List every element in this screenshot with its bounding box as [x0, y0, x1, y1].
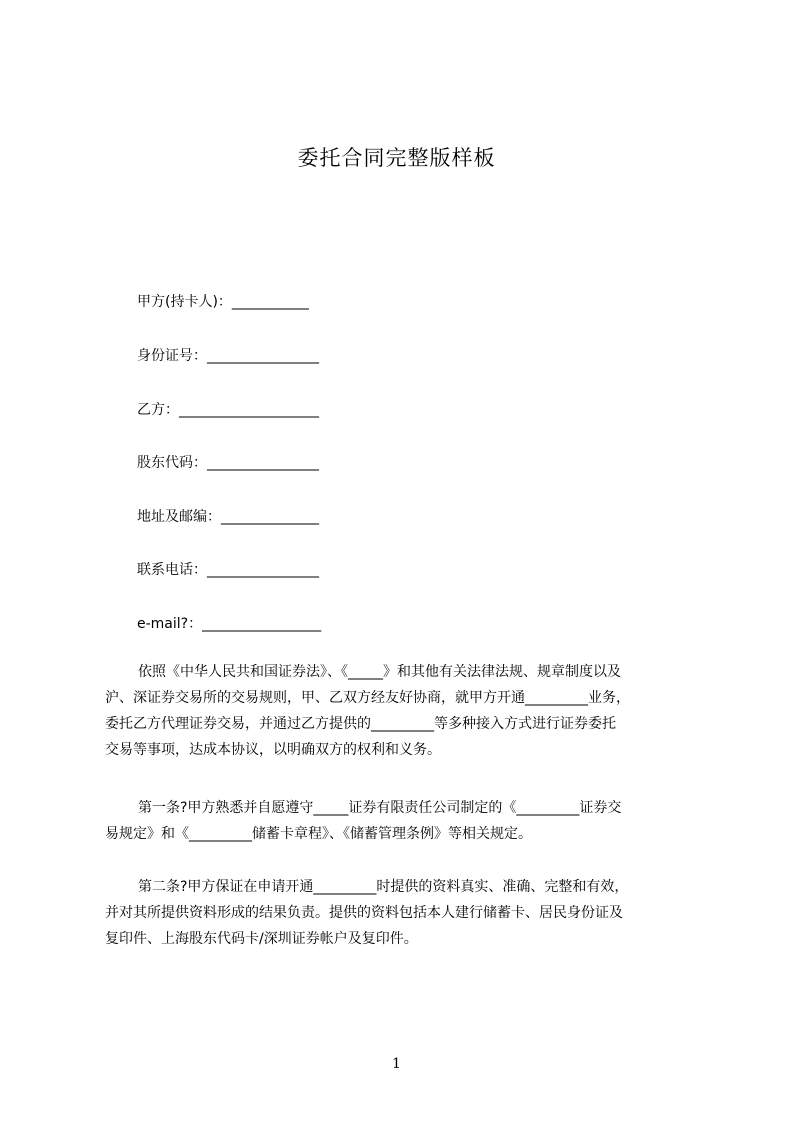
party-b-field: 乙方：____________________: [137, 402, 319, 418]
preamble-paragraph: [105, 659, 705, 763]
shareholder-code-field: 股东代码：________________: [137, 455, 319, 471]
phone-field: 联系电话：________________: [137, 562, 319, 578]
id-number-field: 身份证号：________________: [137, 348, 319, 364]
article-2-paragraph: [105, 874, 705, 952]
paragraph-line: 并对其所提供资料形成的结果负责。提供的资料包括本人建行储蓄卡、居民身份证及: [105, 905, 623, 921]
email-field: e-mail?：_________________: [137, 616, 322, 632]
paragraph-line: 第一条?甲方熟悉并自愿遵守_____证券有限责任公司制定的《_________证券交: [138, 800, 622, 816]
paragraph-line: 交易等事项，达成本协议，以明确双方的权利和义务。: [105, 742, 441, 758]
paragraph-line: 易规定》和《_________储蓄卡章程》、《储蓄管理条例》等相关规定。: [105, 826, 532, 842]
paragraph-line: 委托乙方代理证券交易，并通过乙方提供的_________等多种接入方式进行证券委托: [105, 716, 616, 732]
paragraph-line: 复印件、上海股东代码卡/深圳证券帐户及复印件。: [105, 931, 418, 947]
article-1-paragraph: [105, 795, 705, 847]
paragraph-line: 沪、深证券交易所的交易规则，甲、乙双方经友好协商，就甲方开通_________业务，: [105, 690, 630, 706]
address-postcode-field: 地址及邮编：______________: [137, 509, 319, 525]
page-number: 1: [392, 1056, 401, 1072]
paragraph-line: 第二条?甲方保证在申请开通_________时提供的资料真实、准确、完整和有效，: [138, 879, 629, 895]
paragraph-line: 依照《中华人民共和国证券法》、《_____》和其他有关法律法规、规章制度以及: [138, 664, 621, 680]
party-a-field: 甲方(持卡人)：___________: [137, 294, 309, 310]
document-title: 委托合同完整版样板: [297, 146, 496, 170]
